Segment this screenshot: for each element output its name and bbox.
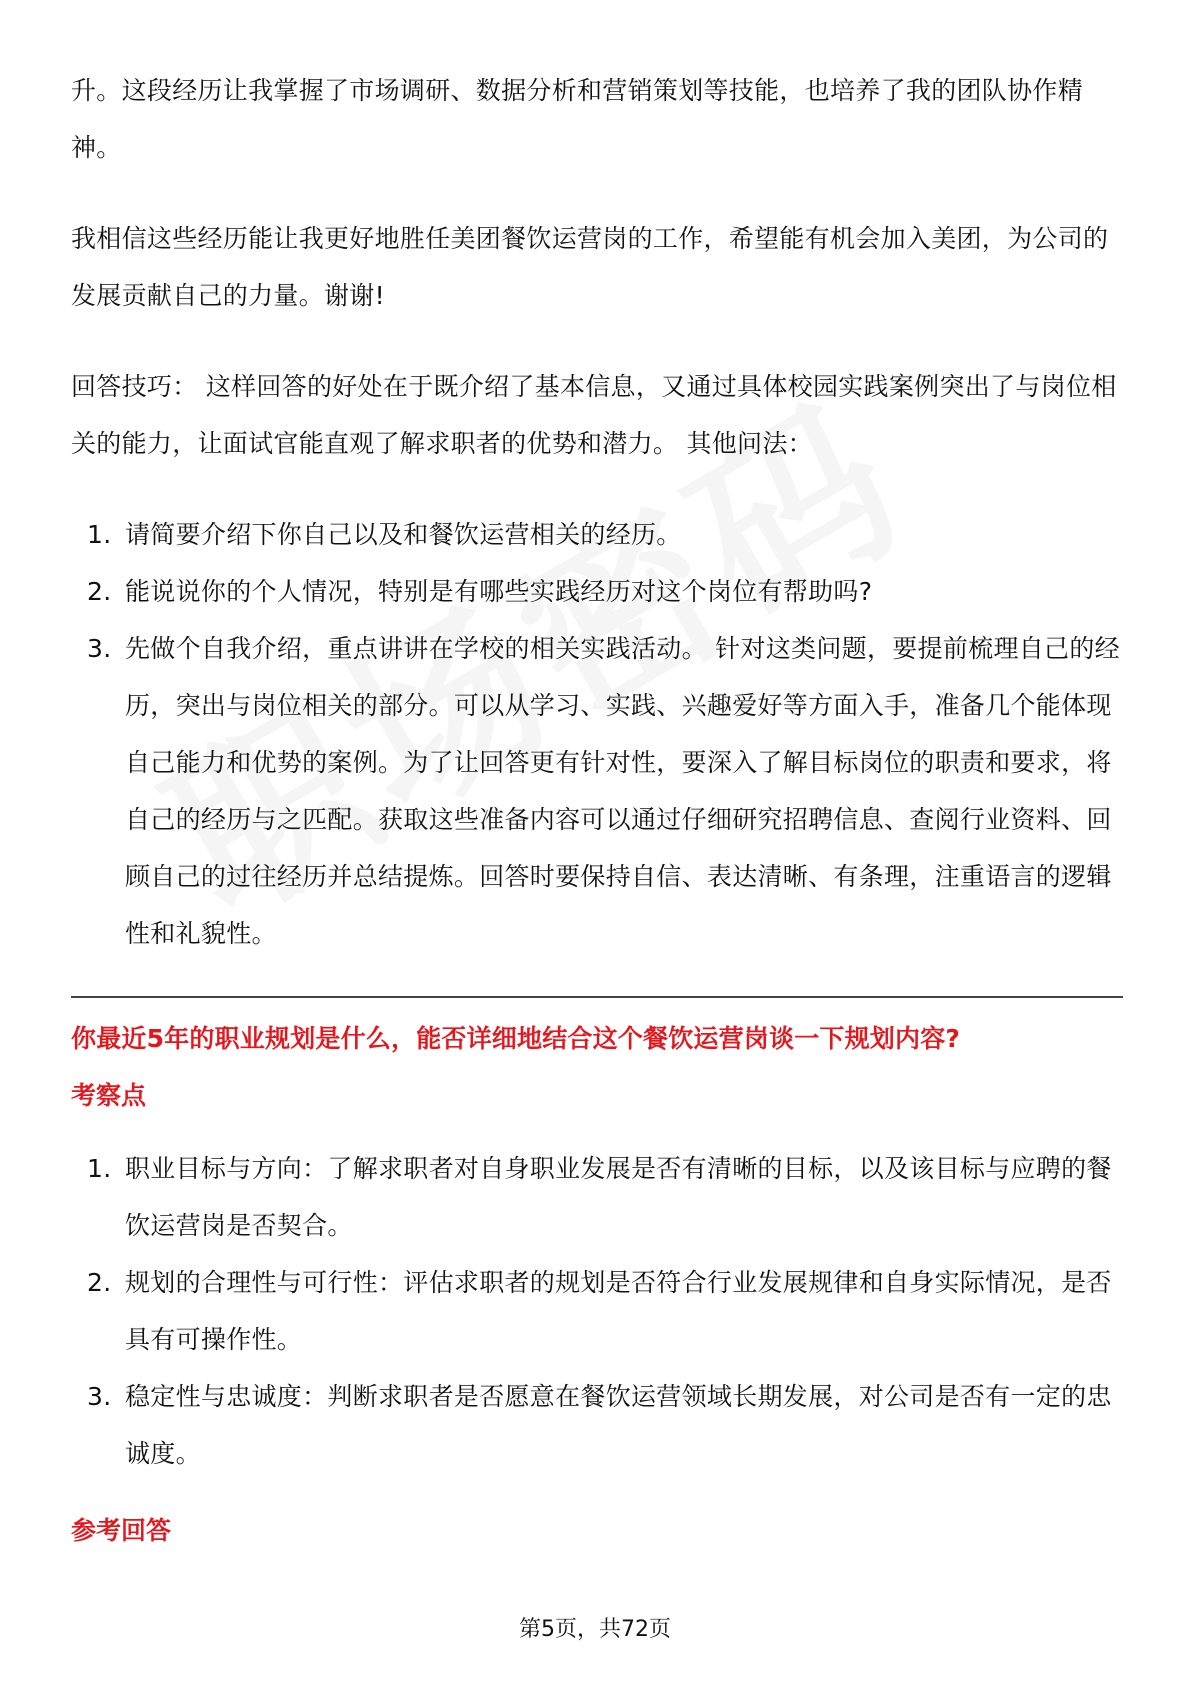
list-item-text: 请简要介绍下你自己以及和餐饮运营相关的经历。 xyxy=(125,520,682,549)
list-item-text: 规划的合理性与可行性：评估求职者的规划是否符合行业发展规律和自身实际情况，是否具有可操作性。 xyxy=(125,1268,1112,1354)
list-item xyxy=(71,1368,1123,1482)
list-item xyxy=(71,1254,1123,1368)
list-number: 3. xyxy=(87,634,112,663)
interview-question: 你最近5年的职业规划是什么，能否详细地结合这个餐饮运营岗谈一下规划内容? xyxy=(71,1024,961,1053)
assessment-heading: 考察点 xyxy=(71,1081,147,1110)
list-item xyxy=(71,563,1123,620)
list-item-text: 先做个自我介绍，重点讲讲在学校的相关实践活动。 针对这类问题，要提前梳理自己的经历，突出与岗位相关的部分。可以从学习、实践、兴趣爱好等方面入手，准备几个能体现自己能力和优势的案例。为了让回答更有针对性，要深入了解目标岗位的职责和要求，将自己的经历与之匹配。获取这些准备内容可以通过仔细研究招聘信息、查阅行业资料、回顾自己的过往经历并总结提炼。回答时要保持自信、表达清晰、有条理，注重语言的逻辑性和礼貌性。 xyxy=(125,634,1120,948)
list-number: 2. xyxy=(87,577,112,606)
list-item xyxy=(71,620,1123,962)
list-number: 1. xyxy=(87,520,112,549)
intro-paragraph-2: 我相信这些经历能让我更好地胜任美团餐饮运营岗的工作，希望能有机会加入美团，为公司的发展贡献自己的力量。谢谢! xyxy=(71,224,1109,310)
list-item-text: 能说说你的个人情况，特别是有哪些实践经历对这个岗位有帮助吗? xyxy=(125,577,873,606)
list-number: 1. xyxy=(87,1154,112,1183)
assessment-points-list xyxy=(71,1140,1123,1482)
other-questions-list xyxy=(71,506,1123,962)
list-number: 2. xyxy=(87,1268,112,1297)
list-item xyxy=(71,506,1123,563)
list-item-text: 稳定性与忠诚度：判断求职者是否愿意在餐饮运营领域长期发展，对公司是否有一定的忠诚度。 xyxy=(125,1382,1112,1468)
list-number: 3. xyxy=(87,1382,112,1411)
reference-answer-heading: 参考回答 xyxy=(71,1516,172,1545)
list-item xyxy=(71,1140,1123,1254)
intro-paragraph-1: 升。这段经历让我掌握了市场调研、数据分析和营销策划等技能，也培养了我的团队协作精神。 xyxy=(71,76,1084,162)
section-divider xyxy=(71,996,1123,998)
page-footer: 第5页，共72页 xyxy=(519,1617,671,1642)
answer-tips-paragraph: 回答技巧： 这样回答的好处在于既介绍了基本信息，又通过具体校园实践案例突出了与岗位相关的能力，让面试官能直观了解求职者的优势和潜力。 其他问法： xyxy=(71,372,1117,458)
page-content xyxy=(71,62,1123,1559)
list-item-text: 职业目标与方向：了解求职者对自身职业发展是否有清晰的目标，以及该目标与应聘的餐饮运营岗是否契合。 xyxy=(125,1154,1112,1240)
